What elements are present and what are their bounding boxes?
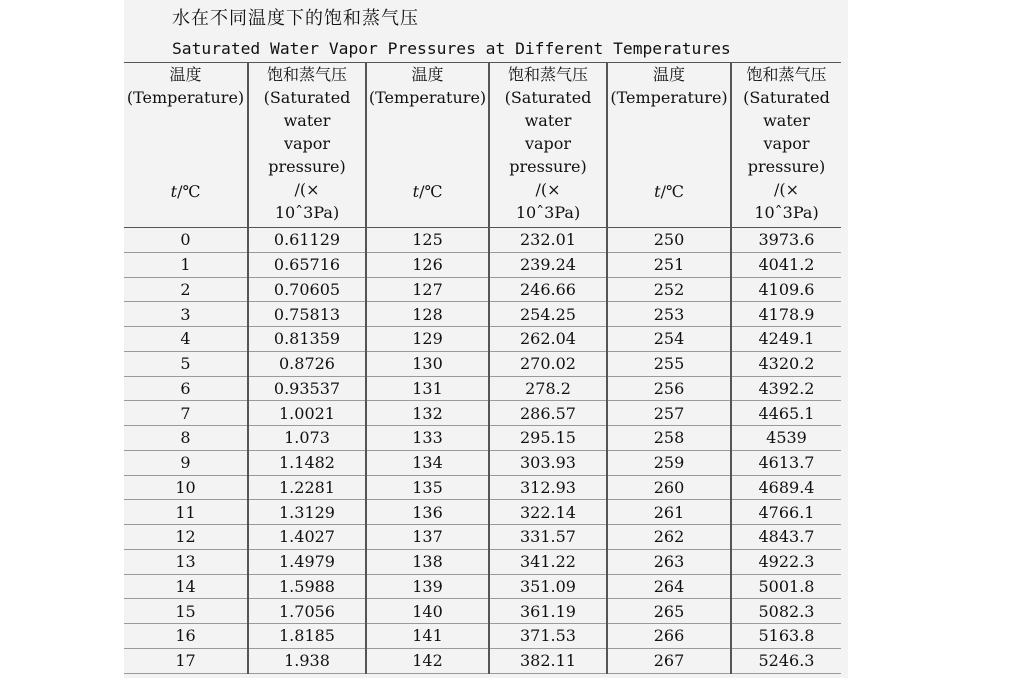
temperature-cell: 265 [607,599,731,624]
pressure-cell: 1.8185 [248,624,366,649]
pressure-cell: 351.09 [489,574,607,599]
temperature-cell: 134 [366,450,489,475]
pressure-cell: 4041.2 [731,252,841,277]
temperature-cell: 132 [366,401,489,426]
temperature-cell: 10 [124,475,248,500]
pressure-cell: 382.11 [489,648,607,673]
header-pressure-2: 饱和蒸气压 (Saturated water vapor pressure) /(× 10ˆ3Pa) [489,63,607,228]
table-row [124,302,841,327]
table-row [124,351,841,376]
table-row [124,228,841,253]
pressure-cell: 5246.3 [731,648,841,673]
pressure-cell: 0.93537 [248,376,366,401]
temperature-cell: 3 [124,302,248,327]
pressure-cell: 4922.3 [731,549,841,574]
table-row [124,648,841,673]
temperature-cell: 267 [607,648,731,673]
pressure-cell: 270.02 [489,351,607,376]
temperature-cell: 5 [124,351,248,376]
pressure-cell: 312.93 [489,475,607,500]
temperature-cell: 266 [607,624,731,649]
pressure-cell: 0.61129 [248,228,366,253]
temperature-cell: 16 [124,624,248,649]
table-title-chinese: 水在不同温度下的饱和蒸气压 [172,8,419,29]
temperature-cell: 14 [124,574,248,599]
temperature-cell: 135 [366,475,489,500]
header-row [124,63,841,228]
pressure-cell: 0.70605 [248,277,366,302]
vapor-pressure-table [124,62,841,674]
header-temperature-2: 温度 (Temperature) t/℃ [366,63,489,228]
table-row [124,599,841,624]
temperature-cell: 263 [607,549,731,574]
pressure-cell: 4320.2 [731,351,841,376]
temperature-cell: 133 [366,426,489,451]
pressure-cell: 239.24 [489,252,607,277]
temperature-cell: 250 [607,228,731,253]
temperature-cell: 17 [124,648,248,673]
pressure-cell: 295.15 [489,426,607,451]
temperature-cell: 256 [607,376,731,401]
pressure-cell: 331.57 [489,525,607,550]
pressure-cell: 262.04 [489,327,607,352]
table-header [124,63,841,228]
pressure-cell: 278.2 [489,376,607,401]
pressure-cell: 1.4979 [248,549,366,574]
temperature-cell: 139 [366,574,489,599]
temperature-cell: 142 [366,648,489,673]
temperature-cell: 262 [607,525,731,550]
pressure-cell: 4392.2 [731,376,841,401]
temperature-cell: 0 [124,228,248,253]
pressure-cell: 1.7056 [248,599,366,624]
temperature-cell: 6 [124,376,248,401]
temperature-cell: 253 [607,302,731,327]
pressure-cell: 5082.3 [731,599,841,624]
pressure-cell: 361.19 [489,599,607,624]
header-temperature-1: 温度 (Temperature) t/℃ [124,63,248,228]
temperature-cell: 8 [124,426,248,451]
temperature-cell: 7 [124,401,248,426]
temperature-cell: 264 [607,574,731,599]
temperature-cell: 259 [607,450,731,475]
pressure-cell: 1.938 [248,648,366,673]
temperature-cell: 260 [607,475,731,500]
pressure-cell: 341.22 [489,549,607,574]
pressure-cell: 4613.7 [731,450,841,475]
pressure-cell: 5001.8 [731,574,841,599]
temperature-cell: 130 [366,351,489,376]
pressure-cell: 4766.1 [731,500,841,525]
pressure-cell: 3973.6 [731,228,841,253]
pressure-cell: 4249.1 [731,327,841,352]
pressure-cell: 0.65716 [248,252,366,277]
pressure-cell: 4689.4 [731,475,841,500]
pressure-cell: 1.2281 [248,475,366,500]
temperature-cell: 2 [124,277,248,302]
temperature-cell: 131 [366,376,489,401]
pressure-cell: 1.4027 [248,525,366,550]
pressure-cell: 4843.7 [731,525,841,550]
temperature-cell: 1 [124,252,248,277]
temperature-cell: 128 [366,302,489,327]
pressure-cell: 1.0021 [248,401,366,426]
temperature-cell: 261 [607,500,731,525]
pressure-cell: 1.5988 [248,574,366,599]
temperature-cell: 15 [124,599,248,624]
temperature-cell: 137 [366,525,489,550]
temperature-cell: 254 [607,327,731,352]
pressure-cell: 4539 [731,426,841,451]
temperature-cell: 140 [366,599,489,624]
pressure-cell: 0.75813 [248,302,366,327]
table-row [124,327,841,352]
pressure-cell: 0.8726 [248,351,366,376]
pressure-cell: 322.14 [489,500,607,525]
temperature-cell: 136 [366,500,489,525]
temperature-cell: 9 [124,450,248,475]
header-temperature-3: 温度 (Temperature) t/℃ [607,63,731,228]
temperature-cell: 125 [366,228,489,253]
pressure-cell: 232.01 [489,228,607,253]
header-pressure-1: 饱和蒸气压 (Saturated water vapor pressure) /(× 10ˆ3Pa) [248,63,366,228]
pressure-cell: 1.1482 [248,450,366,475]
table-row [124,549,841,574]
table-row [124,525,841,550]
temperature-cell: 11 [124,500,248,525]
temperature-cell: 12 [124,525,248,550]
temperature-cell: 126 [366,252,489,277]
pressure-cell: 0.81359 [248,327,366,352]
table-row [124,277,841,302]
pressure-cell: 1.073 [248,426,366,451]
temperature-cell: 141 [366,624,489,649]
pressure-cell: 4109.6 [731,277,841,302]
pressure-cell: 5163.8 [731,624,841,649]
temperature-cell: 127 [366,277,489,302]
pressure-cell: 254.25 [489,302,607,327]
pressure-cell: 371.53 [489,624,607,649]
table-row [124,376,841,401]
temperature-cell: 258 [607,426,731,451]
table-row [124,475,841,500]
temperature-cell: 129 [366,327,489,352]
temperature-cell: 251 [607,252,731,277]
temperature-cell: 138 [366,549,489,574]
table-row [124,401,841,426]
temperature-cell: 252 [607,277,731,302]
pressure-cell: 246.66 [489,277,607,302]
pressure-cell: 1.3129 [248,500,366,525]
temperature-cell: 4 [124,327,248,352]
table-row [124,426,841,451]
pressure-cell: 4465.1 [731,401,841,426]
table-title-english: Saturated Water Vapor Pressures at Different Temperatures [172,39,731,58]
table-body [124,228,841,674]
temperature-cell: 257 [607,401,731,426]
temperature-cell: 255 [607,351,731,376]
table-row [124,624,841,649]
header-pressure-3: 饱和蒸气压 (Saturated water vapor pressure) /(× 10ˆ3Pa) [731,63,841,228]
pressure-cell: 286.57 [489,401,607,426]
temperature-cell: 13 [124,549,248,574]
pressure-cell: 303.93 [489,450,607,475]
table-row [124,500,841,525]
table-row [124,450,841,475]
pressure-cell: 4178.9 [731,302,841,327]
table-row [124,574,841,599]
table-row [124,252,841,277]
